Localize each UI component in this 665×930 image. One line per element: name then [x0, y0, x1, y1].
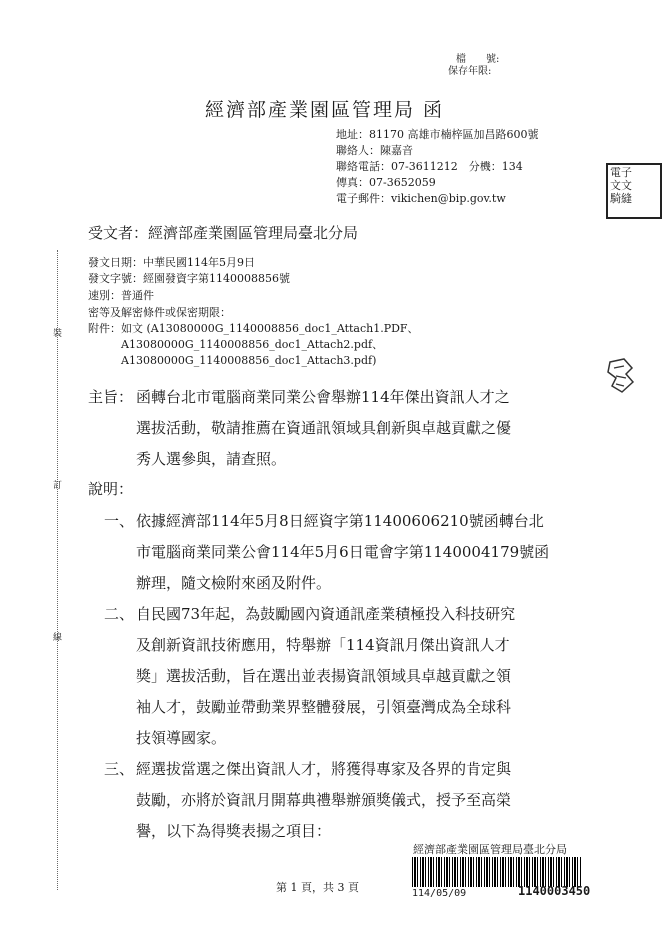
- item-2-line-2: 及創新資訊技術應用，特舉辦「114資訊月傑出資訊人才: [136, 636, 510, 654]
- received-date: 114/05/09: [412, 888, 467, 899]
- subject-label: 主旨：: [88, 388, 134, 406]
- fax: 傳真：07-3652059: [336, 176, 436, 189]
- item-1-line-1: 依據經濟部114年5月8日經資字第11400606210號函轉台北: [136, 512, 544, 530]
- electronic-document-stamp: [606, 163, 662, 219]
- email: 電子郵件：vikichen@bip.gov.tw: [336, 192, 506, 205]
- secrecy-level: 密等及解密條件或保密期限：: [88, 306, 231, 319]
- item-3-line-2: 鼓勵，亦將於資訊月開幕典禮舉辦頒獎儀式，授予至高榮: [136, 791, 512, 809]
- seal-mark-icon: [604, 356, 636, 396]
- item-2-line-1: 自民國73年起，為鼓勵國內資通訊產業積極投入科技研究: [136, 605, 516, 623]
- item-number-2: 二、: [104, 605, 135, 623]
- explanation-label: 說明：: [88, 480, 134, 498]
- receipt-number: 1140003450: [518, 884, 591, 898]
- item-number-1: 一、: [104, 512, 135, 530]
- delivery-speed: 速別：普通件: [88, 289, 154, 302]
- address: 地址：81170 高雄市楠梓區加昌路600號: [336, 128, 539, 141]
- item-2-line-5: 技領導國家。: [136, 729, 227, 747]
- stamp-line-1: 電子: [610, 166, 632, 179]
- binding-mark-xian: 線: [53, 633, 63, 643]
- binding-mark-ding: 訂: [53, 481, 63, 491]
- barcode: [412, 857, 582, 887]
- retention-period-label: 保存年限:: [448, 66, 492, 77]
- phone: 聯絡電話：07-3611212 分機：134: [336, 160, 523, 173]
- issue-date: 發文日期：中華民國114年5月9日: [88, 256, 255, 269]
- subject-line-1: 函轉台北市電腦商業同業公會舉辦114年傑出資訊人才之: [136, 388, 510, 406]
- subject-line-2: 選拔活動，敬請推薦在資通訊領域具創新與卓越貢獻之優: [136, 419, 512, 437]
- contact-person: 聯絡人：陳嘉音: [336, 144, 413, 157]
- item-number-3: 三、: [104, 760, 135, 778]
- item-1-line-2: 市電腦商業同業公會114年5月6日電會字第1140004179號函: [136, 543, 550, 561]
- recipient: 受文者：經濟部產業園區管理局臺北分局: [88, 224, 359, 242]
- receiving-unit: 經濟部產業園區管理局臺北分局: [413, 843, 567, 856]
- attachment-line-3[interactable]: A13080000G_1140008856_doc1_Attach3.pdf): [121, 354, 377, 367]
- binding-line: [57, 250, 58, 890]
- file-number-label: 檔 號:: [456, 54, 500, 65]
- document-number: 發文字號：經園發資字第1140008856號: [88, 272, 290, 285]
- subject-line-3: 秀人選參與，請查照。: [136, 450, 287, 468]
- item-2-line-3: 獎」選拔活動，旨在選出並表揚資訊領域具卓越貢獻之領: [136, 667, 512, 685]
- item-3-line-1: 經選拔當選之傑出資訊人才，將獲得專家及各界的肯定與: [136, 760, 512, 778]
- item-2-line-4: 袖人才，鼓勵並帶動業界整體發展，引領臺灣成為全球科: [136, 698, 512, 716]
- attachment-line-2[interactable]: A13080000G_1140008856_doc1_Attach2.pdf、: [121, 338, 384, 351]
- document-title: 經濟部產業園區管理局 函: [205, 99, 445, 121]
- item-3-line-3: 譽，以下為得獎表揚之項目：: [136, 822, 332, 840]
- item-1-line-3: 辦理，隨文檢附來函及附件。: [136, 574, 332, 592]
- attachment-line-1[interactable]: 附件：如文 (A13080000G_1140008856_doc1_Attach1.PDF、: [88, 322, 419, 335]
- page-indicator: 第 1 頁，共 3 頁: [276, 881, 359, 894]
- stamp-line-3: 騎縫: [610, 192, 632, 205]
- binding-mark-zhuang: 裝: [53, 329, 63, 339]
- stamp-line-2: 文文: [610, 179, 632, 192]
